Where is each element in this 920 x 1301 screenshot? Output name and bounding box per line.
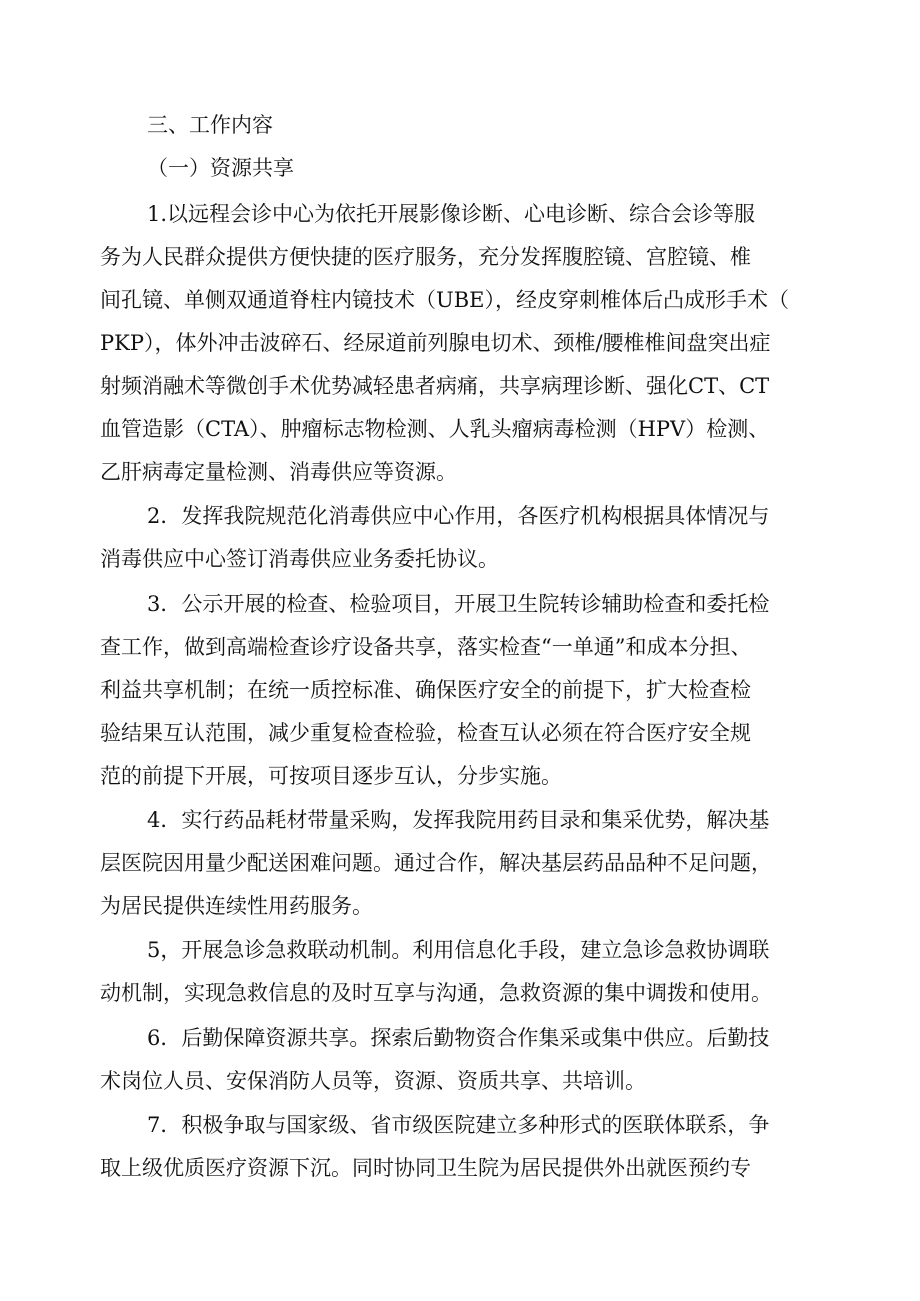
paragraph-line: 利益共享机制；在统一质控标准、确保医疗安全的前提下，扩大检查检 xyxy=(100,678,751,702)
paragraph-line: 3．公示开展的检查、检验项目，开展卫生院转诊辅助检查和委托检 xyxy=(147,592,770,616)
paragraph-line: 验结果互认范围，减少重复检查检验，检查互认必须在符合医疗安全规 xyxy=(100,721,751,745)
paragraph-line: 层医院因用量少配送困难问题。通过合作，解决基层药品品种不足问题， xyxy=(100,851,772,875)
paragraph-line: 6．后勤保障资源共享。探索后勤物资合作集采或集中供应。后勤技 xyxy=(147,1026,770,1050)
paragraph-line: 乙肝病毒定量检测、消毒供应等资源。 xyxy=(100,460,457,484)
paragraph-line: 间孔镜、单侧双通道脊柱内镜技术（UBE），经皮穿刺椎体后凸成形手术（ xyxy=(100,288,789,312)
paragraph-line: 4．实行药品耗材带量采购，发挥我院用药目录和集采优势，解决基 xyxy=(147,808,770,832)
paragraph-line: 5，开展急诊急救联动机制。利用信息化手段，建立急诊急救协调联 xyxy=(147,938,770,962)
paragraph-line: 7．积极争取与国家级、省市级医院建立多种形式的医联体联系，争 xyxy=(147,1113,770,1137)
paragraph-line: 取上级优质医疗资源下沉。同时协同卫生院为居民提供外出就医预约专 xyxy=(100,1156,751,1180)
paragraph-line: PKP），体外冲击波碎石、经尿道前列腺电切术、颈椎/腰椎椎间盘突出症 xyxy=(100,331,771,355)
paragraph-line: 射频消融术等微创手术优势减轻患者病痛，共享病理诊断、强化CT、CT xyxy=(100,374,770,398)
paragraph-line: 范的前提下开展，可按项目逐步互认，分步实施。 xyxy=(100,764,562,788)
paragraph-line: 查工作，做到高端检查诊疗设备共享，落实检查“一单通”和成本分担、 xyxy=(100,635,752,659)
paragraph-line: 2．发挥我院规范化消毒供应中心作用，各医疗机构根据具体情况与 xyxy=(147,504,770,528)
paragraph-line: 消毒供应中心签订消毒供应业务委托协议。 xyxy=(100,547,499,571)
paragraph-line: 为居民提供连续性用药服务。 xyxy=(100,894,373,918)
paragraph-line: 术岗位人员、安保消防人员等，资源、资质共享、共培训。 xyxy=(100,1069,646,1093)
paragraph-line: 1.以远程会诊中心为依托开展影像诊断、心电诊断、综合会诊等服 xyxy=(147,202,756,226)
paragraph-line: 务为人民群众提供方便快捷的医疗服务，充分发挥腹腔镜、宫腔镜、椎 xyxy=(100,245,751,269)
subsection-heading: （一）资源共享 xyxy=(147,156,294,180)
paragraph-line: 血管造影（CTA）、肿瘤标志物检测、人乳头瘤病毒检测（HPV）检测、 xyxy=(100,417,770,441)
paragraph-line: 动机制，实现急救信息的及时互享与沟通，急救资源的集中调拨和使用。 xyxy=(100,981,772,1005)
section-heading: 三、工作内容 xyxy=(147,113,273,137)
